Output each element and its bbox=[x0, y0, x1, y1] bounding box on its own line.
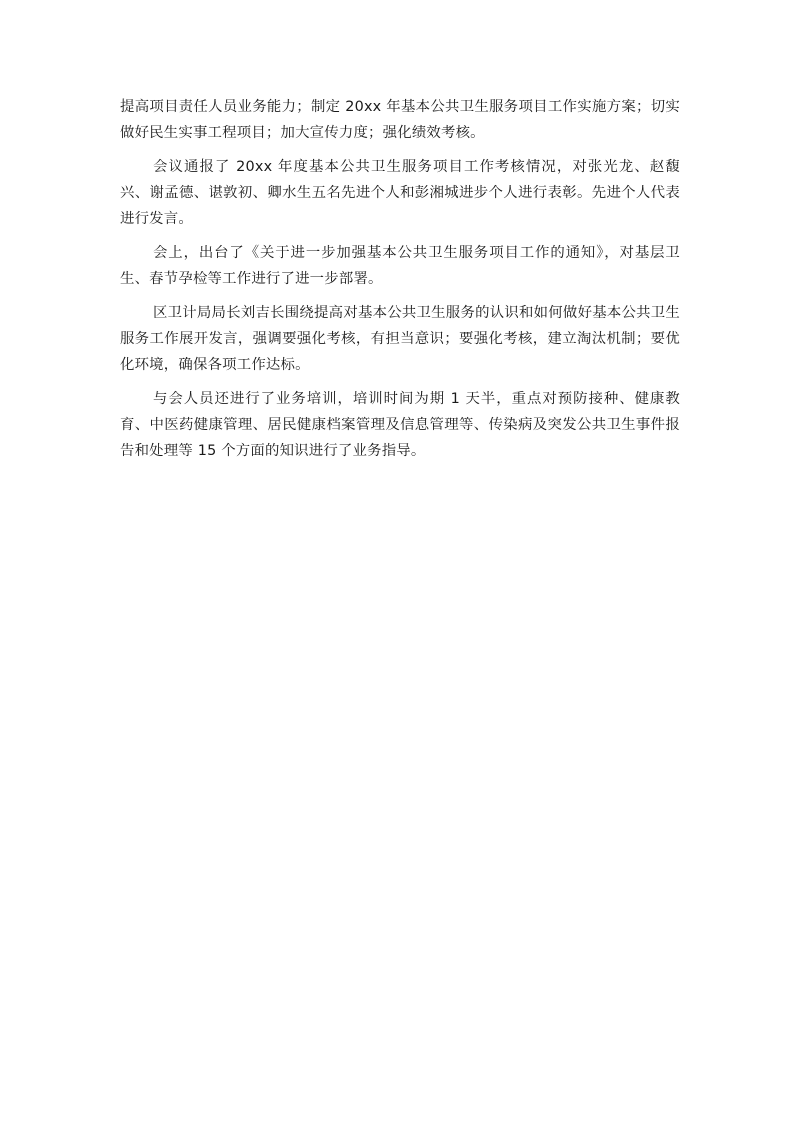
paragraph-director-speech: 区卫计局局长刘吉长围绕提高对基本公共卫生服务的认识和如何做好基本公共卫生服务工作展开发言，强调要强化考核，有担当意识；要强化考核，建立淘汰机制；要优化环境，确保各项工作达标。 bbox=[120, 305, 680, 373]
paragraph-meeting-report: 会议通报了 20xx 年度基本公共卫生服务项目工作考核情况，对张光龙、赵馥兴、谢孟德、谌敦初、卿水生五名先进个人和彭湘城进步个人进行表彰。先进个人代表进行发言。 bbox=[120, 159, 680, 227]
paragraph-continuation: 提高项目责任人员业务能力；制定 20xx 年基本公共卫生服务项目工作实施方案；切实做好民生实事工程项目；加大宣传力度；强化绩效考核。 bbox=[120, 99, 680, 141]
paragraph-notice-issued: 会上，出台了《关于进一步加强基本公共卫生服务项目工作的通知》，对基层卫生、春节孕检等工作进行了进一步部署。 bbox=[120, 245, 680, 287]
document-body bbox=[120, 94, 680, 472]
paragraph-training: 与会人员还进行了业务培训，培训时间为期 1 天半，重点对预防接种、健康教育、中医药健康管理、居民健康档案管理及信息管理等、传染病及突发公共卫生事件报告和处理等 15 个方面的知识进行了业务指导。 bbox=[120, 391, 680, 459]
